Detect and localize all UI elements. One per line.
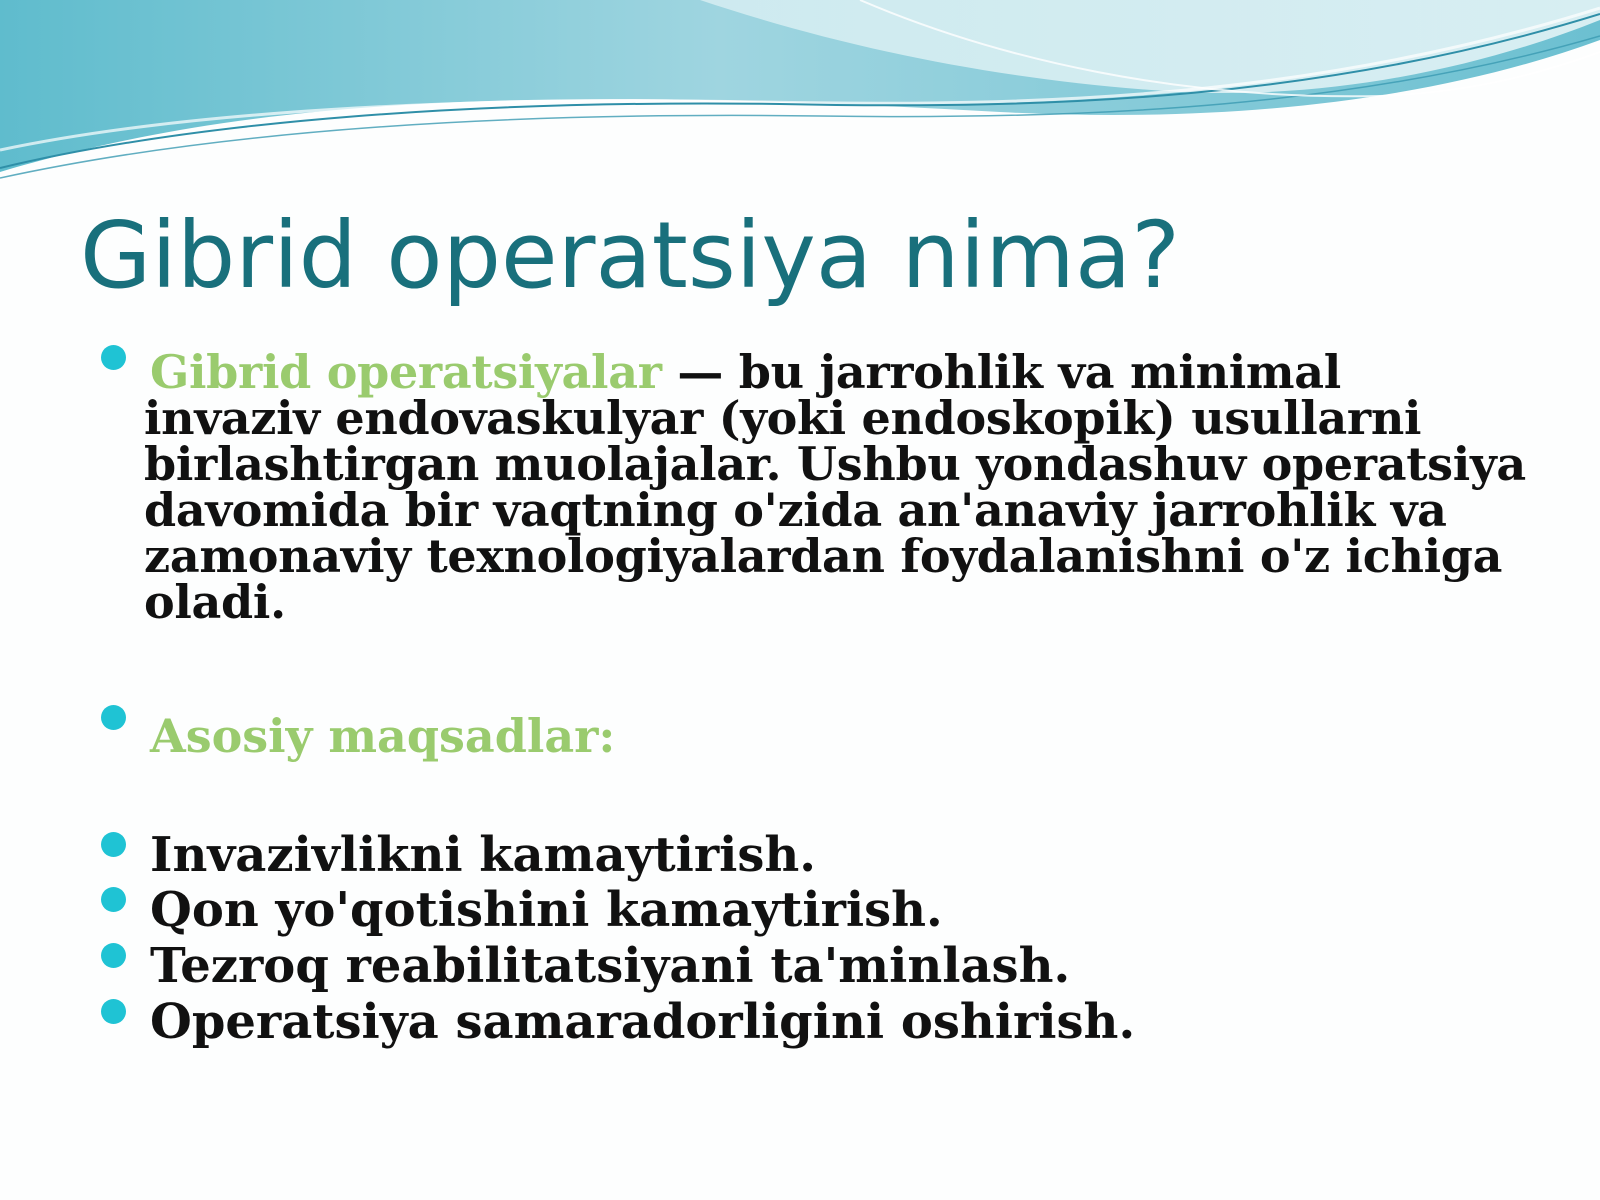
goal-item: Invazivlikni kamaytirish. — [150, 827, 816, 883]
bullet-dot-icon — [101, 943, 126, 968]
slide-title: Gibrid operatsiya nima? — [80, 202, 1181, 309]
bullet-dot-icon — [101, 832, 126, 857]
goal-item: Operatsiya samaradorligini oshirish. — [150, 994, 1136, 1050]
definition-line-3: birlashtirgan muolajalar. Ushbu yondashuv operatsiya — [144, 437, 1526, 491]
goal-item: Qon yo'qotishini kamaytirish. — [150, 882, 943, 938]
bullet-dot-icon — [101, 887, 126, 912]
wave-header-decoration — [0, 0, 1600, 190]
goals-heading: Asosiy maqsadlar: — [150, 709, 616, 763]
definition-line-1 — [150, 345, 1526, 399]
definition-line-5: zamonaviy texnologiyalardan foydalanishni o'z ichiga — [144, 529, 1503, 583]
definition-line-4: davomida bir vaqtning o'zida an'anaviy jarrohlik va — [144, 483, 1447, 537]
definition-term: Gibrid operatsiyalar — [150, 345, 662, 399]
definition-line-6: oladi. — [144, 575, 286, 629]
goal-item: Tezroq reabilitatsiyani ta'minlash. — [150, 938, 1071, 994]
bullet-dot-icon — [101, 345, 126, 370]
bullet-dot-icon — [101, 705, 126, 730]
bullet-dot-icon — [101, 999, 126, 1024]
definition-paragraph — [144, 345, 1526, 629]
definition-line-2: invaziv endovaskulyar (yoki endoskopik) usullarni — [144, 391, 1422, 445]
definition-line-1-rest: — bu jarrohlik va minimal — [661, 345, 1341, 399]
